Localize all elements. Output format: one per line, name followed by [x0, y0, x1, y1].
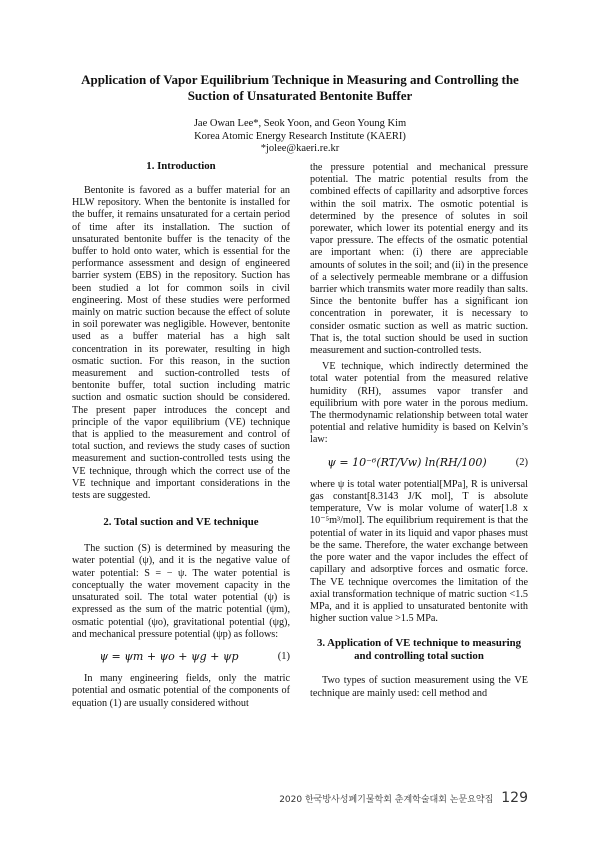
- suction-paragraph: The suction (S) is determined by measuring the water potential (ψ), and it is the negative value of water potential: S = − ψ. The water potential is conceptually the water movement capacity in the unsaturated soil. The total water potential (ψ) is expressed as the sum of the matric potential (ψm), osmatic potential (ψo), gravitational potential (ψg), and mechanical pressure potential (ψp) as follows:: [72, 543, 290, 640]
- equation-2-number: (2): [515, 456, 528, 468]
- right-column: [310, 162, 528, 704]
- section-heading-application: 3. Application of VE technique to measuring and controlling total suction: [316, 637, 522, 663]
- equation-1: [72, 651, 290, 663]
- equation-2-body: ψ = 10⁻⁶(RT/Vw) ln(RH/100): [327, 455, 487, 469]
- equation-2: [310, 457, 528, 469]
- engineering-paragraph: In many engineering fields, only the matric potential and osmatic potential of the components of equation (1) are usually considered without: [72, 673, 290, 709]
- equation-1-number: (1): [277, 650, 290, 662]
- equation-1-body: ψ = ψm + ψo + ψg + ψp: [99, 649, 239, 663]
- author-block: [60, 118, 540, 156]
- application-paragraph: Two types of suction measurement using the VE technique are mainly used: cell method and: [310, 675, 528, 699]
- left-column: [72, 160, 290, 714]
- ve-technique-paragraph: VE technique, which indirectly determined the total water potential from the measured relative humidity (RH), assumes vapor transfer and equilibrium with pore water in the porous medium. The thermodynamic relationship between total water potential and relative humidity is based on Kelvin’s law:: [310, 361, 528, 446]
- kelvin-variables-paragraph: where ψ is total water potential[MPa], R is universal gas constant[8.3143 J/K mol], T is absolute temperature, Vw is molar volume of water[1.8 x 10⁻⁵m³/mol]. The equilibrium requirement is that the potential of water in its liquid and vapor phases must be the same. Therefore, the water exchange between the pore water and the vapor includes the effect of capillary and adsorptive forces and osmatic force. The VE technique overcomes the limitation of the axial transformation technique of matric suction <1.5 MPa, and it is applied to unsaturated bentonite with higher suction value >1.5 MPa.: [310, 478, 528, 625]
- journal-name: 2020 한국방사성폐기물학회 춘계학술대회 논문요약집: [279, 795, 494, 805]
- contact-email: *jolee@kaeri.re.kr: [260, 143, 340, 154]
- page-footer: [279, 790, 528, 806]
- potential-paragraph: the pressure potential and mechanical pressure potential. The matric potential results from the combined effects of capillarity and adsorptive forces within the soil matrix. The osmotic potential is determined by the presence of solutes in soil porewater, which lower its potential energy and its vapor pressure. The effects of the osmatic potential are important when: (i) there are appreciable amounts of solutes in the soil; and (ii) in the presence of a selectively permeable membrane or a diffusion barrier which transmits water more readily than salts. Since the bentonite buffer has a significant ion concentration in porewater, it is necessary to consider osmatic suction as well as matric suction. That is, the total suction should be used in suction measurement and suction-controlled tests.: [310, 162, 528, 357]
- affiliation: Korea Atomic Energy Research Institute (KAERI): [194, 130, 406, 142]
- author-names: Jae Owan Lee*, Seok Yoon, and Geon Young Kim: [193, 118, 407, 129]
- introduction-paragraph: Bentonite is favored as a buffer material for an HLW repository. When the bentonite is installed for the buffer, it remains unsaturated for a certain period of time after its installation. The suction of unsaturated bentonite buffer is the tenacity of the buffer to hold onto water, which is essential for the performance assessment and design of engineered barrier system (EBS) in the repository. Suction has been studied a lot for common soils in civil engineering. Most of these studies were performed mainly on matric suction because the effect of solute in soil porewater was negligible. However, bentonite used as a buffer material has a high salt concentration in its porewater, resulting in high osmatic suction. For this reason, in the suction measurement and suction-controlled tests of bentonite buffer, total suction including matric suction and osmatic suction should be considered. The present paper introduces the concept and principle of the vapor equilibrium (VE) technique that is applied to the measurement and control of total suction, and reviews the study cases of suction measurement and suction-controlled tests using the VE technique, through which the correct use of the VE technique and important considerations in the tests are suggested.: [72, 185, 290, 502]
- page-number: 129: [501, 790, 528, 806]
- section-heading-total-suction: 2. Total suction and VE technique: [103, 516, 259, 529]
- section-heading-introduction: 1. Introduction: [146, 160, 216, 172]
- paper-title: Application of Vapor Equilibrium Technique in Measuring and Controlling the Suction of Unsaturated Bentonite Buffer: [81, 72, 519, 103]
